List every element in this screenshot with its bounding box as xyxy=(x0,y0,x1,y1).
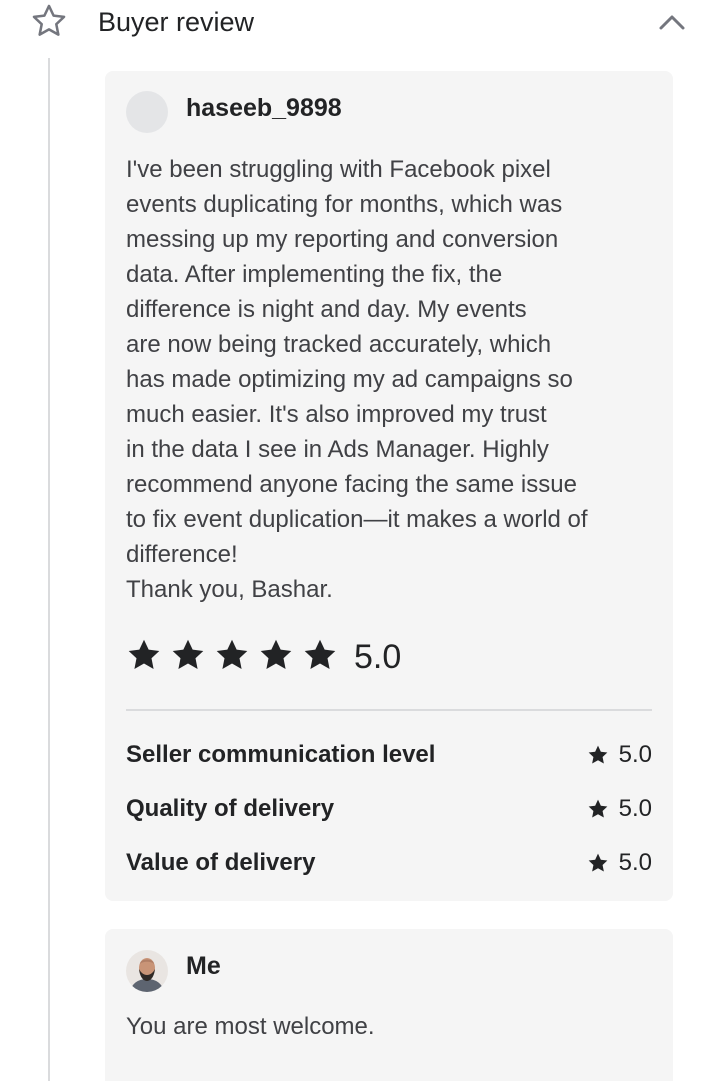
rating-row-value xyxy=(126,846,652,880)
timeline-line xyxy=(48,58,50,1081)
rating-value: 5.0 xyxy=(618,849,652,876)
seller-username: Me xyxy=(186,952,221,980)
star-rating xyxy=(126,637,338,673)
buyer-review-header[interactable] xyxy=(0,0,720,44)
seller-avatar-image xyxy=(126,950,168,992)
rating-label: Quality of delivery xyxy=(126,795,335,822)
overall-rating xyxy=(126,637,402,677)
star-icon xyxy=(214,637,250,673)
overall-score: 5.0 xyxy=(354,638,402,676)
star-outline-icon xyxy=(30,2,68,40)
chevron-up-icon[interactable] xyxy=(656,8,688,36)
star-icon xyxy=(587,852,609,874)
seller-avatar xyxy=(126,950,168,992)
review-text: I've been struggling with Facebook pixel events duplicating for months, which was messing up my reporting and conversion data. After implementing the fix, the difference is night and day. My events are now being tracked accurately, which has made optimizing my ad campaigns so much easier. It's also improved my trust in the data I see in Ads Manager. Highly recommend anyone facing the same issue to fix event duplication—it makes a world of difference! Thank you, Bashar. xyxy=(126,156,588,603)
avatar xyxy=(126,91,168,133)
star-icon xyxy=(302,637,338,673)
buyer-review-card xyxy=(105,71,673,901)
star-icon xyxy=(170,637,206,673)
section-title: Buyer review xyxy=(98,7,255,37)
star-icon xyxy=(126,637,162,673)
seller-reply-card xyxy=(105,929,673,1081)
star-icon xyxy=(587,798,609,820)
star-icon xyxy=(258,637,294,673)
rating-value: 5.0 xyxy=(618,795,652,822)
rating-row-quality xyxy=(126,792,652,826)
reply-text: You are most welcome. xyxy=(126,1013,375,1040)
rating-row-communication xyxy=(126,738,652,772)
divider xyxy=(126,709,652,711)
rating-label: Seller communication level xyxy=(126,741,436,768)
star-icon xyxy=(587,744,609,766)
rating-value: 5.0 xyxy=(618,741,652,768)
reviewer-username: haseeb_9898 xyxy=(186,94,342,122)
rating-label: Value of delivery xyxy=(126,849,316,876)
